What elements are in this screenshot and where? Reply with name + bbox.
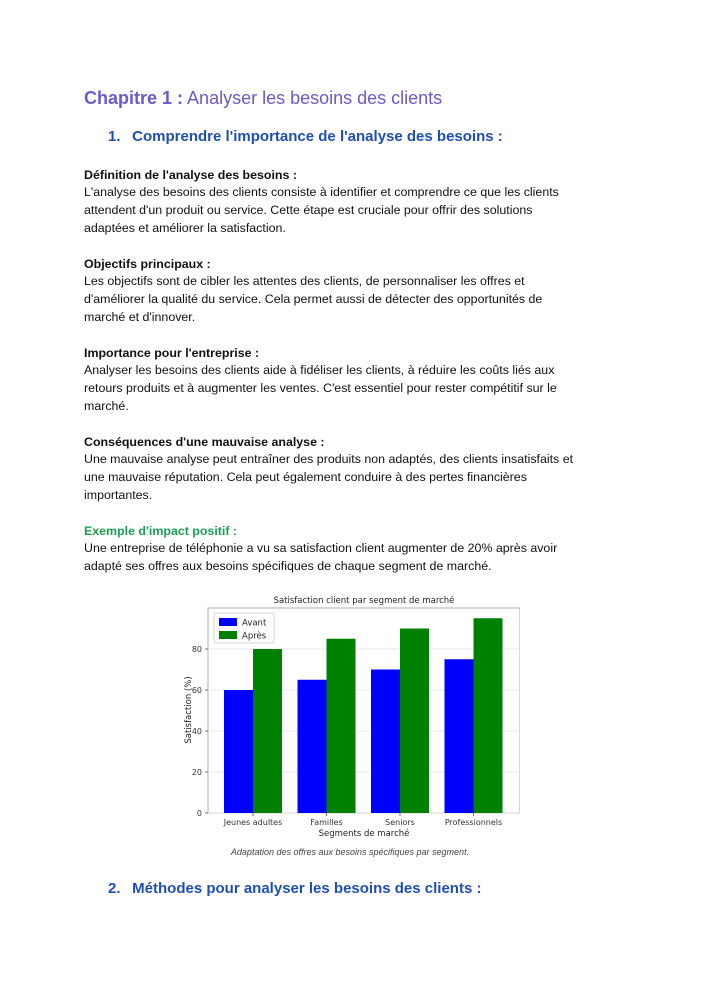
x-tick-label: Jeunes adultes xyxy=(223,818,283,827)
objectives-body xyxy=(84,273,624,326)
definition-section xyxy=(84,166,624,237)
example-title: Exemple d'impact positif : xyxy=(84,524,238,538)
chart-svg xyxy=(180,590,520,842)
importance-title: Importance pour l'entreprise : xyxy=(84,346,260,360)
importance-body xyxy=(84,362,624,415)
bar-apres xyxy=(400,629,429,814)
bar-apres xyxy=(474,618,503,813)
body-line: importantes. xyxy=(84,487,153,502)
body-line: attendent d'un produit ou service. Cette étape est cruciale pour offrir des solutions xyxy=(84,202,533,217)
x-axis-label: Segments de marché xyxy=(318,829,410,839)
x-tick-label: Seniors xyxy=(385,818,415,827)
body-line: Une mauvaise analyse peut entraîner des produits non adaptés, des clients insatisfaits et xyxy=(84,452,574,466)
body-line: Une entreprise de téléphonie a vu sa satisfaction client augmenter de 20% après avoir xyxy=(84,541,558,555)
bar-avant xyxy=(445,659,474,813)
y-tick-label: 0 xyxy=(196,809,202,818)
figure-caption: Adaptation des offres aux besoins spécifiques par segment. xyxy=(230,847,470,857)
consequences-title: Conséquences d'une mauvaise analyse : xyxy=(84,435,325,449)
body-line: marché. xyxy=(84,398,129,413)
x-tick-label: Familles xyxy=(310,818,343,827)
body-line: adaptées et améliorer la satisfaction. xyxy=(84,220,286,235)
legend-label: Après xyxy=(242,631,267,642)
y-tick-label: 60 xyxy=(191,686,202,695)
section-heading-2-text: Méthodes pour analyser les besoins des clients : xyxy=(132,880,482,897)
body-line: L'analyse des besoins des clients consiste à identifier et comprendre ce que les clients xyxy=(84,185,559,199)
y-tick-label: 40 xyxy=(191,727,202,736)
body-line: marché et d'innover. xyxy=(84,309,196,324)
section-heading-1-number: 1. xyxy=(108,128,121,145)
importance-section xyxy=(84,344,624,415)
chapter-title-text: Analyser les besoins des clients xyxy=(187,88,443,108)
section-heading-1 xyxy=(108,128,503,145)
body-line: Analyser les besoins des clients aide à fidéliser les clients, à réduire les coûts liés aux xyxy=(84,363,555,377)
example-body xyxy=(84,540,624,576)
example-section xyxy=(84,522,624,576)
objectives-section xyxy=(84,255,624,326)
legend-label: Avant xyxy=(242,618,267,629)
satisfaction-chart xyxy=(180,590,520,842)
x-tick-label: Professionnels xyxy=(444,818,503,827)
section-heading-1-text: Comprendre l'importance de l'analyse des besoins : xyxy=(132,128,503,145)
body-line: retours produits et à augmenter les ventes. C'est essentiel pour rester compétitif sur le xyxy=(84,380,557,395)
definition-title: Définition de l'analyse des besoins : xyxy=(84,168,297,182)
consequences-section xyxy=(84,433,624,504)
body-line: Les objectifs sont de cibler les attentes des clients, de personnaliser les offres et xyxy=(84,274,525,288)
body-line: d'améliorer la qualité du service. Cela permet aussi de détecter des opportunités de xyxy=(84,291,543,306)
section-heading-2 xyxy=(108,880,481,897)
y-tick-label: 80 xyxy=(191,645,202,654)
section-heading-2-number: 2. xyxy=(108,880,121,897)
legend-swatch xyxy=(219,631,237,639)
bar-avant xyxy=(298,680,327,813)
body-line: une mauvaise réputation. Cela peut également conduire à des pertes financières xyxy=(84,469,527,484)
chapter-label: Chapitre 1 : xyxy=(84,88,184,108)
body-line: adapté ses offres aux besoins spécifiques de chaque segment de marché. xyxy=(84,558,492,573)
bar-avant xyxy=(371,670,400,814)
bar-avant xyxy=(224,690,253,813)
y-axis-label: Satisfaction (%) xyxy=(184,676,194,744)
chart-title: Satisfaction client par segment de marché xyxy=(273,596,455,606)
definition-body xyxy=(84,184,624,237)
y-tick-label: 20 xyxy=(191,768,202,777)
bar-apres xyxy=(327,639,356,813)
bar-apres xyxy=(253,649,282,813)
objectives-title: Objectifs principaux : xyxy=(84,257,211,271)
consequences-body xyxy=(84,451,624,504)
chapter-title xyxy=(84,86,442,110)
legend-swatch xyxy=(219,618,237,626)
